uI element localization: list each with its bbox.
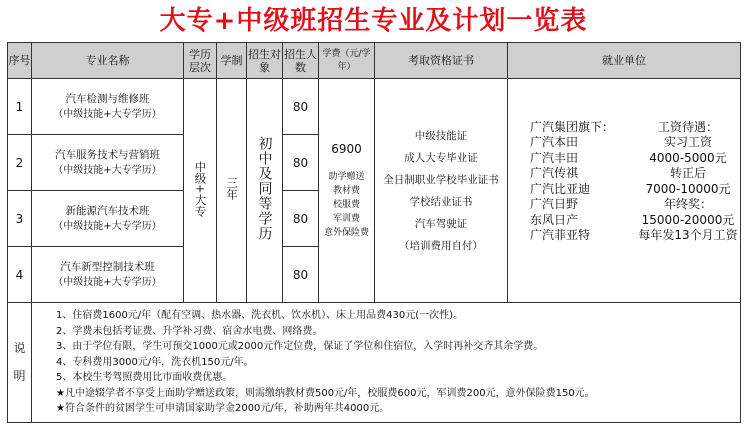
fee-item: 助学赠送 [328,171,365,182]
major-cell [32,247,184,303]
enrollment-count: 80 [283,191,319,247]
level-cell [184,79,217,303]
employer-item: 广汽集团旗下： [530,119,615,134]
enrollment-count: 80 [283,247,319,303]
header-target: 招生对象 [247,43,283,79]
note-item: ★凡中途辍学者不享受上面助学赠送政策，则需缴纳教材费500元/年，校服费600元，军训费200元，意外保险费150元。 [56,387,595,399]
note-item: 2、学费未包括考证费、升学补习费、宿舍水电费、网络费。 [56,325,323,337]
fee-item: 意外保险费 [323,227,369,238]
header-employment: 就业单位 [508,43,741,79]
employer-item: 广汽丰田 [530,150,579,165]
note-item: 1、住宿费1600元/年（配有空调、热水器、洗衣机、饮水机）、床上用品费430元(一次性)。 [56,310,464,321]
notes-cell [32,303,741,423]
enrollment-count: 80 [283,79,319,135]
fee-item: 教材费 [332,185,360,196]
level-value: 中级+大专 [193,160,208,217]
cert-item: 汽车驾驶证 [414,217,468,230]
salary-item: 4000-5000元 [649,150,727,165]
fee-cell [319,79,375,303]
salary-item: 15000-20000元 [641,212,735,227]
enrollment-count: 80 [283,135,319,191]
duration-value: 三年 [225,177,239,200]
employment-cell [508,79,741,303]
employer-item: 广汽比亚迪 [530,181,591,196]
fee-item: 军训费 [332,213,360,224]
note-item: 5、本校生考驾照费用比市面收费优惠。 [56,372,233,383]
employer-item: 广汽日野 [530,197,579,211]
header-major: 专业名称 [32,43,184,79]
salary-item: 年终奖： [663,197,712,211]
header-seq: 序号 [8,43,32,79]
table-row [8,79,741,135]
fee-item: 校服费 [332,199,360,210]
employer-list [530,120,614,244]
cert-item: 学校结业证书 [409,195,473,208]
salary-item: 实习工资 [663,135,712,149]
row-number: 1 [8,79,32,135]
header-certs: 考取资格证书 [375,43,508,79]
header-level: 学历层次 [184,43,217,79]
note-item: 3、由于学位有限，学生可预交1000元或2000元作定位费，保证了学位和住宿位，入学时再补交齐其余学费。 [56,341,544,352]
cert-item: 中级技能证 [414,129,468,142]
fee-amount: 6900 [331,141,362,156]
cert-item: 成人大专毕业证 [404,151,478,164]
major-cell [32,135,184,191]
cert-item: 全日制职业学校毕业证书 [383,173,499,186]
row-number: 4 [8,247,32,303]
target-cell [247,79,283,303]
header-count: 招生人数 [283,43,319,79]
page-title: 大专+中级班招生专业及计划一览表 [159,6,588,36]
notes-label: 说 明 [8,303,32,423]
note-item: ★符合条件的贫困学生可申请国家助学金2000元/年，补助两年共4000元。 [56,403,390,414]
major-name: 新能源汽车技术班 [65,204,150,217]
salary-item: 每年发13个月工资 [638,228,738,242]
employer-item: 广汽本田 [530,135,579,149]
enrollment-plan-table [7,42,741,423]
major-subtitle: （中级技能+大专学历） [53,220,162,232]
fee-items [319,170,374,240]
salary-item: 7000-10000元 [645,181,731,196]
employer-item: 广汽传祺 [530,166,579,180]
header-duration: 学制 [217,43,247,79]
header-fee: 学费（元/学年） [319,43,375,79]
salary-list [638,120,738,244]
header-row [8,43,741,79]
employer-item: 东风日产 [530,212,579,227]
salary-item: 工资待遇： [657,119,718,134]
major-name: 汽车新型控制技术班 [60,260,155,273]
major-subtitle: （中级技能+大专学历） [53,276,162,288]
row-number: 2 [8,135,32,191]
major-cell [32,79,184,135]
cert-item: （培训费用自付） [399,239,483,252]
note-item: 4、专科费用3000元/年，洗衣机150元/年。 [56,356,254,368]
major-cell [32,191,184,247]
duration-cell [217,79,247,303]
salary-item: 转正后 [669,166,706,180]
major-subtitle: （中级技能+大专学历） [53,108,162,120]
major-name: 汽车检测与维修班 [65,92,150,105]
certs-cell [375,79,508,303]
major-name: 汽车服务技术与营销班 [55,148,160,161]
row-number: 3 [8,191,32,247]
notes-row [8,303,741,423]
target-value: 初中及同等学历 [256,136,273,241]
major-subtitle: （中级技能+大专学历） [53,164,162,176]
employer-item: 广汽菲亚特 [530,228,591,242]
